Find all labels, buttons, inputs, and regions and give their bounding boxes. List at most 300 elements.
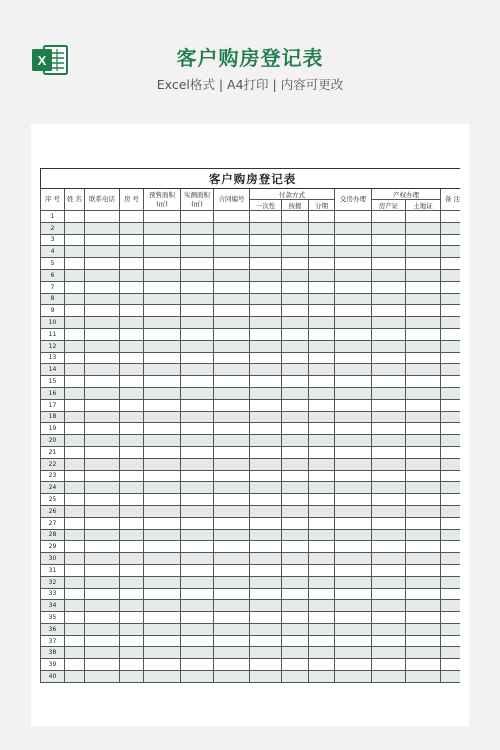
table-cell[interactable] [406,588,441,600]
table-cell[interactable] [406,623,441,635]
table-cell[interactable] [335,387,372,399]
table-cell[interactable] [120,564,144,576]
table-cell[interactable] [309,600,335,612]
table-cell[interactable] [85,635,120,647]
table-cell[interactable] [181,423,214,435]
table-cell[interactable] [250,588,282,600]
table-cell[interactable] [85,600,120,612]
table-cell[interactable] [65,399,85,411]
table-cell[interactable] [181,553,214,565]
table-cell[interactable] [181,671,214,683]
table-cell[interactable] [406,482,441,494]
table-cell[interactable] [65,635,85,647]
table-cell[interactable] [65,376,85,388]
table-cell[interactable] [406,328,441,340]
table-cell[interactable] [282,269,309,281]
table-cell[interactable] [181,387,214,399]
table-cell[interactable] [282,494,309,506]
table-cell[interactable] [372,423,406,435]
table-cell[interactable] [335,494,372,506]
table-cell[interactable] [335,564,372,576]
table-cell[interactable] [441,541,461,553]
table-cell[interactable] [282,623,309,635]
table-cell[interactable] [406,553,441,565]
table-cell[interactable] [181,458,214,470]
table-cell[interactable] [214,293,250,305]
table-cell[interactable] [65,234,85,246]
table-cell[interactable] [441,246,461,258]
table-cell[interactable] [441,529,461,541]
table-cell[interactable] [335,612,372,624]
table-cell[interactable] [214,612,250,624]
table-cell[interactable] [441,293,461,305]
table-cell[interactable] [144,482,181,494]
table-cell[interactable] [250,411,282,423]
table-cell[interactable] [372,576,406,588]
table-cell[interactable] [144,541,181,553]
table-cell[interactable] [214,234,250,246]
table-cell[interactable] [309,623,335,635]
table-cell[interactable] [250,529,282,541]
table-cell[interactable] [335,234,372,246]
table-cell[interactable] [282,517,309,529]
table-cell[interactable] [181,411,214,423]
table-cell[interactable] [250,635,282,647]
table-cell[interactable] [214,529,250,541]
table-cell[interactable] [250,600,282,612]
table-cell[interactable] [372,269,406,281]
table-cell[interactable] [441,222,461,234]
table-cell[interactable] [335,659,372,671]
table-cell[interactable] [250,376,282,388]
table-cell[interactable] [144,364,181,376]
table-cell[interactable] [335,482,372,494]
table-cell[interactable] [85,517,120,529]
table-cell[interactable] [65,352,85,364]
table-cell[interactable] [372,293,406,305]
table-cell[interactable] [85,269,120,281]
table-cell[interactable] [214,494,250,506]
table-cell[interactable] [85,435,120,447]
table-cell[interactable] [144,505,181,517]
table-cell[interactable] [181,505,214,517]
table-cell[interactable] [335,517,372,529]
table-cell[interactable] [214,588,250,600]
table-cell[interactable] [120,258,144,270]
table-cell[interactable] [309,671,335,683]
table-cell[interactable] [335,635,372,647]
table-cell[interactable] [120,623,144,635]
table-cell[interactable] [372,671,406,683]
table-cell[interactable] [144,458,181,470]
table-cell[interactable] [120,576,144,588]
table-cell[interactable] [309,494,335,506]
table-cell[interactable] [144,435,181,447]
table-cell[interactable] [120,234,144,246]
table-cell[interactable] [335,505,372,517]
table-cell[interactable] [214,671,250,683]
table-cell[interactable] [214,635,250,647]
table-cell[interactable] [441,234,461,246]
table-cell[interactable] [406,364,441,376]
table-cell[interactable] [406,423,441,435]
table-cell[interactable] [335,305,372,317]
table-cell[interactable] [406,659,441,671]
table-cell[interactable] [441,494,461,506]
table-cell[interactable] [309,635,335,647]
table-cell[interactable] [282,317,309,329]
table-cell[interactable] [309,517,335,529]
table-cell[interactable] [441,482,461,494]
table-cell[interactable] [120,494,144,506]
table-cell[interactable] [441,423,461,435]
table-cell[interactable] [309,376,335,388]
table-cell[interactable] [181,647,214,659]
table-cell[interactable] [250,482,282,494]
table-cell[interactable] [120,647,144,659]
table-cell[interactable] [441,505,461,517]
table-cell[interactable] [406,541,441,553]
table-cell[interactable] [309,564,335,576]
table-cell[interactable] [85,671,120,683]
table-cell[interactable] [181,612,214,624]
table-cell[interactable] [406,352,441,364]
table-cell[interactable] [335,258,372,270]
table-cell[interactable] [214,458,250,470]
table-cell[interactable] [309,553,335,565]
table-cell[interactable] [181,529,214,541]
table-cell[interactable] [406,234,441,246]
table-cell[interactable] [372,234,406,246]
table-cell[interactable] [335,222,372,234]
table-cell[interactable] [144,234,181,246]
table-cell[interactable] [65,258,85,270]
table-cell[interactable] [372,623,406,635]
table-cell[interactable] [335,340,372,352]
table-cell[interactable] [441,517,461,529]
table-cell[interactable] [65,576,85,588]
table-cell[interactable] [144,387,181,399]
table-cell[interactable] [372,647,406,659]
table-cell[interactable] [309,588,335,600]
table-cell[interactable] [441,211,461,223]
table-cell[interactable] [406,612,441,624]
table-cell[interactable] [406,671,441,683]
table-cell[interactable] [335,364,372,376]
table-cell[interactable] [181,435,214,447]
table-cell[interactable] [120,435,144,447]
table-cell[interactable] [120,317,144,329]
table-cell[interactable] [65,588,85,600]
table-cell[interactable] [120,446,144,458]
table-cell[interactable] [335,317,372,329]
table-cell[interactable] [250,222,282,234]
table-cell[interactable] [214,269,250,281]
table-cell[interactable] [309,399,335,411]
table-cell[interactable] [309,258,335,270]
table-cell[interactable] [335,328,372,340]
table-cell[interactable] [181,281,214,293]
table-cell[interactable] [250,659,282,671]
table-cell[interactable] [250,246,282,258]
table-cell[interactable] [309,505,335,517]
table-cell[interactable] [214,340,250,352]
table-cell[interactable] [120,352,144,364]
table-cell[interactable] [335,411,372,423]
table-cell[interactable] [120,328,144,340]
table-cell[interactable] [120,659,144,671]
table-cell[interactable] [85,411,120,423]
table-cell[interactable] [250,647,282,659]
table-cell[interactable] [335,376,372,388]
table-cell[interactable] [282,576,309,588]
table-cell[interactable] [309,305,335,317]
table-cell[interactable] [372,305,406,317]
table-cell[interactable] [406,446,441,458]
table-cell[interactable] [120,423,144,435]
table-cell[interactable] [65,281,85,293]
table-cell[interactable] [85,399,120,411]
table-cell[interactable] [144,635,181,647]
table-cell[interactable] [441,411,461,423]
table-cell[interactable] [441,671,461,683]
table-cell[interactable] [372,387,406,399]
table-cell[interactable] [250,612,282,624]
table-cell[interactable] [372,211,406,223]
table-cell[interactable] [120,340,144,352]
table-cell[interactable] [214,246,250,258]
table-cell[interactable] [214,564,250,576]
table-cell[interactable] [372,364,406,376]
table-cell[interactable] [282,505,309,517]
table-cell[interactable] [309,446,335,458]
table-cell[interactable] [335,647,372,659]
table-cell[interactable] [372,258,406,270]
table-cell[interactable] [335,458,372,470]
table-cell[interactable] [181,305,214,317]
table-cell[interactable] [85,446,120,458]
table-cell[interactable] [181,399,214,411]
table-cell[interactable] [144,494,181,506]
table-cell[interactable] [250,446,282,458]
table-cell[interactable] [120,612,144,624]
table-cell[interactable] [406,470,441,482]
table-cell[interactable] [85,387,120,399]
table-cell[interactable] [65,423,85,435]
table-cell[interactable] [335,211,372,223]
table-cell[interactable] [85,470,120,482]
table-cell[interactable] [406,317,441,329]
table-cell[interactable] [144,269,181,281]
table-cell[interactable] [181,328,214,340]
table-cell[interactable] [144,281,181,293]
table-cell[interactable] [85,340,120,352]
table-cell[interactable] [120,364,144,376]
table-cell[interactable] [144,647,181,659]
table-cell[interactable] [372,376,406,388]
table-cell[interactable] [309,364,335,376]
table-cell[interactable] [214,364,250,376]
table-cell[interactable] [441,376,461,388]
table-cell[interactable] [309,435,335,447]
table-cell[interactable] [144,352,181,364]
table-cell[interactable] [250,305,282,317]
table-cell[interactable] [120,517,144,529]
table-cell[interactable] [250,553,282,565]
table-cell[interactable] [65,317,85,329]
table-cell[interactable] [144,600,181,612]
table-cell[interactable] [120,482,144,494]
table-cell[interactable] [214,376,250,388]
table-cell[interactable] [250,281,282,293]
table-cell[interactable] [335,576,372,588]
table-cell[interactable] [372,399,406,411]
table-cell[interactable] [372,659,406,671]
table-cell[interactable] [85,258,120,270]
table-cell[interactable] [65,364,85,376]
table-cell[interactable] [309,246,335,258]
table-cell[interactable] [85,482,120,494]
table-cell[interactable] [65,222,85,234]
table-cell[interactable] [250,576,282,588]
table-cell[interactable] [441,387,461,399]
table-cell[interactable] [372,612,406,624]
table-cell[interactable] [85,458,120,470]
table-cell[interactable] [309,222,335,234]
table-cell[interactable] [144,246,181,258]
table-cell[interactable] [335,446,372,458]
table-cell[interactable] [214,211,250,223]
table-cell[interactable] [181,541,214,553]
table-cell[interactable] [65,600,85,612]
table-cell[interactable] [372,328,406,340]
table-cell[interactable] [181,376,214,388]
table-cell[interactable] [120,671,144,683]
table-cell[interactable] [406,305,441,317]
table-cell[interactable] [282,647,309,659]
table-cell[interactable] [335,588,372,600]
table-cell[interactable] [85,623,120,635]
table-cell[interactable] [441,317,461,329]
table-cell[interactable] [144,328,181,340]
table-cell[interactable] [120,399,144,411]
table-cell[interactable] [282,435,309,447]
table-cell[interactable] [372,588,406,600]
table-cell[interactable] [406,529,441,541]
table-cell[interactable] [144,423,181,435]
table-cell[interactable] [441,281,461,293]
table-cell[interactable] [406,576,441,588]
table-cell[interactable] [65,340,85,352]
table-cell[interactable] [181,364,214,376]
table-cell[interactable] [120,411,144,423]
table-cell[interactable] [372,340,406,352]
table-cell[interactable] [85,234,120,246]
table-cell[interactable] [144,671,181,683]
table-cell[interactable] [406,635,441,647]
table-cell[interactable] [282,612,309,624]
table-cell[interactable] [120,376,144,388]
table-cell[interactable] [372,458,406,470]
table-cell[interactable] [335,399,372,411]
table-cell[interactable] [214,623,250,635]
table-cell[interactable] [441,659,461,671]
table-cell[interactable] [282,352,309,364]
table-cell[interactable] [85,494,120,506]
table-cell[interactable] [120,246,144,258]
table-cell[interactable] [181,446,214,458]
table-cell[interactable] [406,340,441,352]
table-cell[interactable] [214,399,250,411]
table-cell[interactable] [65,612,85,624]
table-cell[interactable] [309,352,335,364]
table-cell[interactable] [214,317,250,329]
table-cell[interactable] [372,435,406,447]
table-cell[interactable] [144,317,181,329]
table-cell[interactable] [144,222,181,234]
table-cell[interactable] [85,564,120,576]
table-cell[interactable] [406,387,441,399]
table-cell[interactable] [85,222,120,234]
table-cell[interactable] [441,328,461,340]
table-cell[interactable] [85,328,120,340]
table-cell[interactable] [181,269,214,281]
table-cell[interactable] [335,623,372,635]
table-cell[interactable] [282,635,309,647]
table-cell[interactable] [335,246,372,258]
table-cell[interactable] [441,612,461,624]
table-cell[interactable] [282,529,309,541]
table-cell[interactable] [144,293,181,305]
table-cell[interactable] [282,340,309,352]
table-cell[interactable] [282,234,309,246]
table-cell[interactable] [181,222,214,234]
table-cell[interactable] [214,352,250,364]
table-cell[interactable] [282,470,309,482]
table-cell[interactable] [335,470,372,482]
table-cell[interactable] [85,553,120,565]
table-cell[interactable] [441,635,461,647]
table-cell[interactable] [120,588,144,600]
table-cell[interactable] [214,541,250,553]
table-cell[interactable] [282,376,309,388]
table-cell[interactable] [335,435,372,447]
table-cell[interactable] [181,352,214,364]
table-cell[interactable] [309,387,335,399]
table-cell[interactable] [65,482,85,494]
table-cell[interactable] [441,340,461,352]
table-cell[interactable] [335,269,372,281]
table-cell[interactable] [65,541,85,553]
table-cell[interactable] [65,211,85,223]
table-cell[interactable] [372,482,406,494]
table-cell[interactable] [120,293,144,305]
table-cell[interactable] [85,647,120,659]
table-cell[interactable] [214,222,250,234]
table-cell[interactable] [65,494,85,506]
table-cell[interactable] [335,541,372,553]
table-cell[interactable] [282,671,309,683]
table-cell[interactable] [250,671,282,683]
table-cell[interactable] [214,328,250,340]
table-cell[interactable] [372,494,406,506]
table-cell[interactable] [309,647,335,659]
table-cell[interactable] [120,600,144,612]
table-cell[interactable] [120,387,144,399]
table-cell[interactable] [214,281,250,293]
table-cell[interactable] [144,305,181,317]
table-cell[interactable] [181,623,214,635]
